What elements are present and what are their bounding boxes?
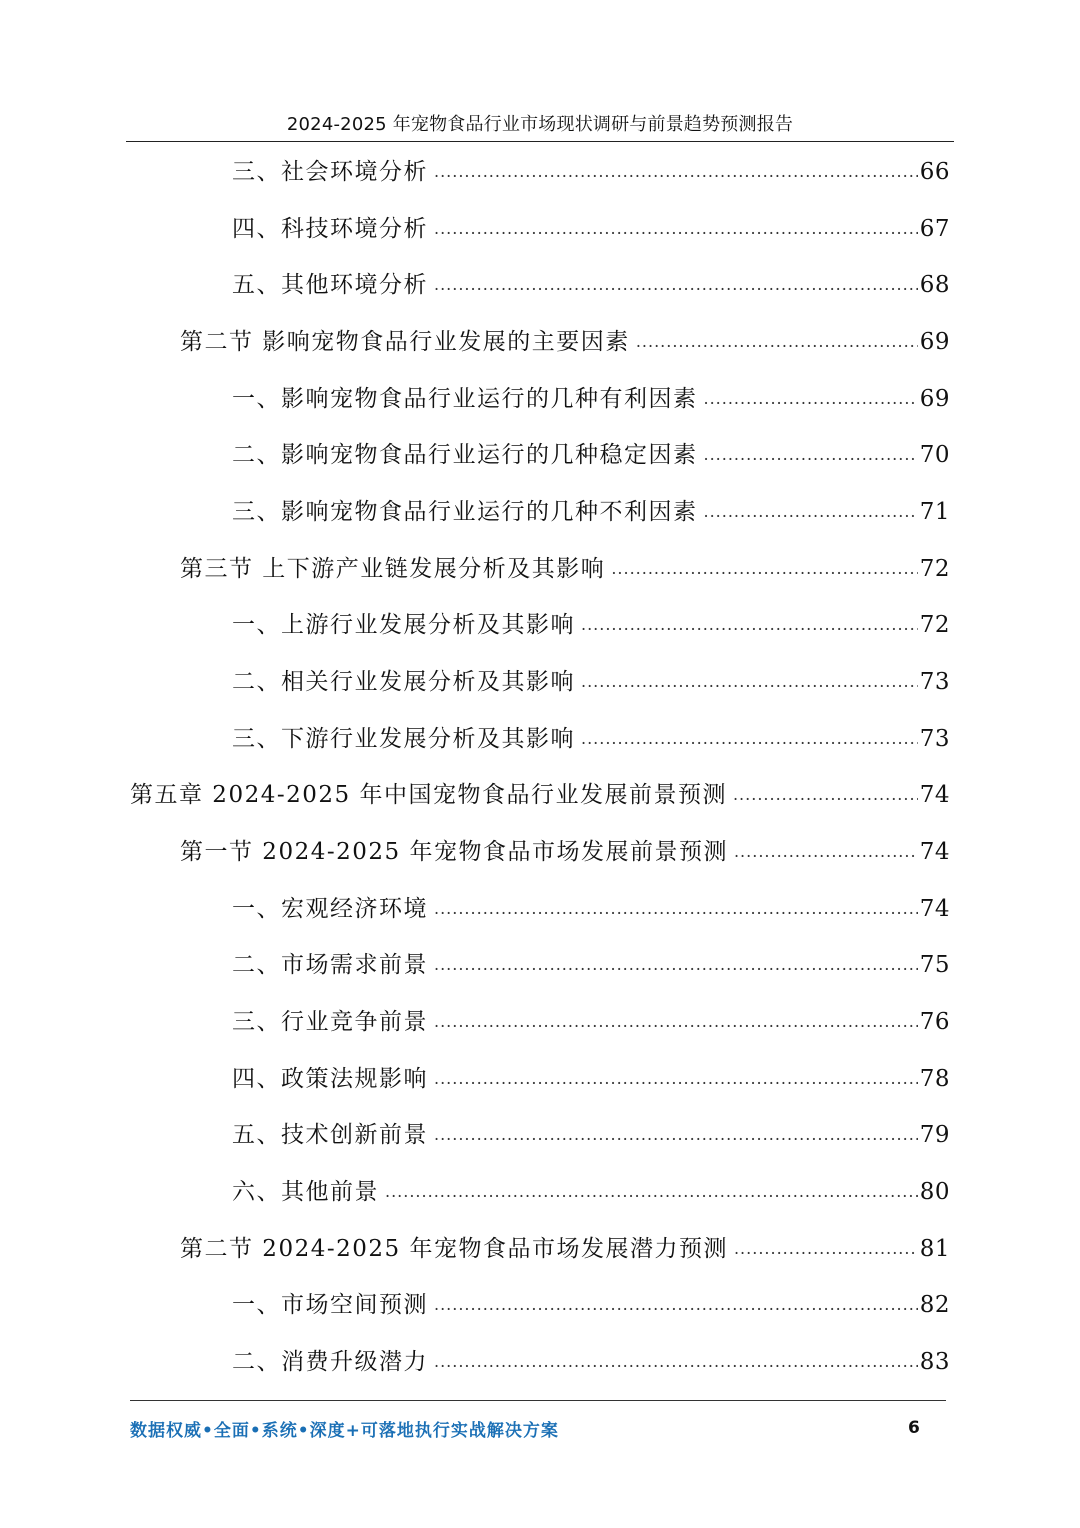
toc-entry-label: 三、下游行业发展分析及其影响 bbox=[232, 726, 575, 752]
toc-dot-leader bbox=[581, 664, 918, 700]
toc-entry-label: 五、其他环境分析 bbox=[232, 272, 428, 298]
toc-dot-leader bbox=[734, 1231, 918, 1267]
toc-entry[interactable] bbox=[232, 1287, 950, 1323]
toc-entry-page: 82 bbox=[919, 1292, 950, 1318]
toc-entry-label: 一、宏观经济环境 bbox=[232, 896, 428, 922]
toc-entry[interactable] bbox=[232, 607, 950, 643]
toc-dot-leader bbox=[581, 721, 918, 757]
toc-dot-leader bbox=[636, 324, 918, 360]
footer-slogan: 数据权威•全面•系统•深度+可落地执行实战解决方案 bbox=[130, 1421, 559, 1441]
toc-entry-label: 一、上游行业发展分析及其影响 bbox=[232, 612, 575, 638]
footer-divider bbox=[130, 1400, 946, 1401]
footer-page-number: 6 bbox=[908, 1418, 920, 1438]
toc-entry[interactable] bbox=[232, 381, 950, 417]
toc-entry[interactable] bbox=[180, 551, 950, 587]
toc-entry-page: 69 bbox=[919, 386, 950, 412]
toc-entry[interactable] bbox=[180, 1231, 950, 1267]
toc-dot-leader bbox=[434, 1287, 918, 1323]
toc-entry-label: 三、行业竞争前景 bbox=[232, 1009, 428, 1035]
toc-entry[interactable] bbox=[232, 1117, 950, 1153]
toc-entry-page: 72 bbox=[919, 612, 950, 638]
toc-dot-leader bbox=[434, 1117, 918, 1153]
toc-entry-label: 四、科技环境分析 bbox=[232, 216, 428, 242]
toc-entry[interactable] bbox=[130, 777, 950, 813]
toc-entry-page: 81 bbox=[919, 1236, 950, 1262]
toc-entry-page: 68 bbox=[919, 272, 950, 298]
toc-entry[interactable] bbox=[232, 1344, 950, 1380]
toc-entry-label: 二、市场需求前景 bbox=[232, 952, 428, 978]
toc-entry-page: 73 bbox=[919, 726, 950, 752]
toc-entry[interactable] bbox=[232, 721, 950, 757]
toc-entry-label: 三、社会环境分析 bbox=[232, 159, 428, 185]
toc-entry-page: 74 bbox=[919, 782, 950, 808]
toc-dot-leader bbox=[734, 834, 918, 870]
toc-entry-page: 79 bbox=[919, 1122, 950, 1148]
toc-entry-page: 70 bbox=[919, 442, 950, 468]
toc-entry-page: 78 bbox=[919, 1066, 950, 1092]
toc-entry-label: 五、技术创新前景 bbox=[232, 1122, 428, 1148]
toc-dot-leader bbox=[434, 154, 918, 190]
toc-entry[interactable] bbox=[232, 1174, 950, 1210]
toc-dot-leader bbox=[434, 1004, 918, 1040]
toc-entry[interactable] bbox=[232, 664, 950, 700]
toc-entry[interactable] bbox=[232, 1004, 950, 1040]
toc-entry-label: 二、影响宠物食品行业运行的几种稳定因素 bbox=[232, 442, 698, 468]
toc-entry-label: 二、消费升级潜力 bbox=[232, 1349, 428, 1375]
toc-dot-leader bbox=[581, 607, 918, 643]
toc-entry-page: 67 bbox=[919, 216, 950, 242]
toc-entry[interactable] bbox=[232, 891, 950, 927]
toc-entry-label: 第五章 2024-2025 年中国宠物食品行业发展前景预测 bbox=[130, 782, 727, 808]
toc-dot-leader bbox=[611, 551, 917, 587]
toc-entry[interactable] bbox=[180, 834, 950, 870]
toc-dot-leader bbox=[434, 1344, 918, 1380]
toc-entry[interactable] bbox=[180, 324, 950, 360]
toc-entry[interactable] bbox=[232, 494, 950, 530]
toc-entry-label: 三、影响宠物食品行业运行的几种不利因素 bbox=[232, 499, 698, 525]
toc-dot-leader bbox=[704, 494, 918, 530]
toc-entry-label: 第一节 2024-2025 年宠物食品市场发展前景预测 bbox=[180, 839, 728, 865]
toc-entry[interactable] bbox=[232, 154, 950, 190]
toc-entry-page: 69 bbox=[919, 329, 950, 355]
running-header-title: 2024-2025 年宠物食品行业市场现状调研与前景趋势预测报告 bbox=[286, 114, 794, 135]
toc-entry-label: 第三节 上下游产业链发展分析及其影响 bbox=[180, 556, 606, 582]
toc-entry-label: 第二节 2024-2025 年宠物食品市场发展潜力预测 bbox=[180, 1236, 728, 1262]
toc-dot-leader bbox=[434, 891, 918, 927]
toc-entry-page: 72 bbox=[919, 556, 950, 582]
toc-entry-page: 83 bbox=[919, 1349, 950, 1375]
toc-entry[interactable] bbox=[232, 947, 950, 983]
toc-entry[interactable] bbox=[232, 1061, 950, 1097]
toc-entry-label: 第二节 影响宠物食品行业发展的主要因素 bbox=[180, 329, 630, 355]
toc-entry-page: 74 bbox=[919, 896, 950, 922]
toc-dot-leader bbox=[704, 381, 918, 417]
toc-dot-leader bbox=[434, 947, 918, 983]
toc-dot-leader bbox=[434, 1061, 918, 1097]
toc-entry-label: 二、相关行业发展分析及其影响 bbox=[232, 669, 575, 695]
toc-entry-label: 六、其他前景 bbox=[232, 1179, 379, 1205]
toc-entry-page: 66 bbox=[919, 159, 950, 185]
toc-dot-leader bbox=[733, 777, 918, 813]
toc-entry-page: 75 bbox=[919, 952, 950, 978]
toc-entry-page: 76 bbox=[919, 1009, 950, 1035]
toc-entry-label: 四、政策法规影响 bbox=[232, 1066, 428, 1092]
toc-dot-leader bbox=[434, 267, 918, 303]
toc-entry-page: 73 bbox=[919, 669, 950, 695]
toc-entry[interactable] bbox=[232, 211, 950, 247]
toc-entry-page: 80 bbox=[919, 1179, 950, 1205]
toc-dot-leader bbox=[704, 437, 918, 473]
header-divider bbox=[126, 141, 954, 142]
toc-dot-leader bbox=[434, 211, 918, 247]
toc-entry-label: 一、影响宠物食品行业运行的几种有利因素 bbox=[232, 386, 698, 412]
toc-entry-label: 一、市场空间预测 bbox=[232, 1292, 428, 1318]
toc-entry[interactable] bbox=[232, 267, 950, 303]
toc-entry[interactable] bbox=[232, 437, 950, 473]
toc-entry-page: 74 bbox=[919, 839, 950, 865]
toc-dot-leader bbox=[385, 1174, 918, 1210]
toc-entry-page: 71 bbox=[919, 499, 950, 525]
